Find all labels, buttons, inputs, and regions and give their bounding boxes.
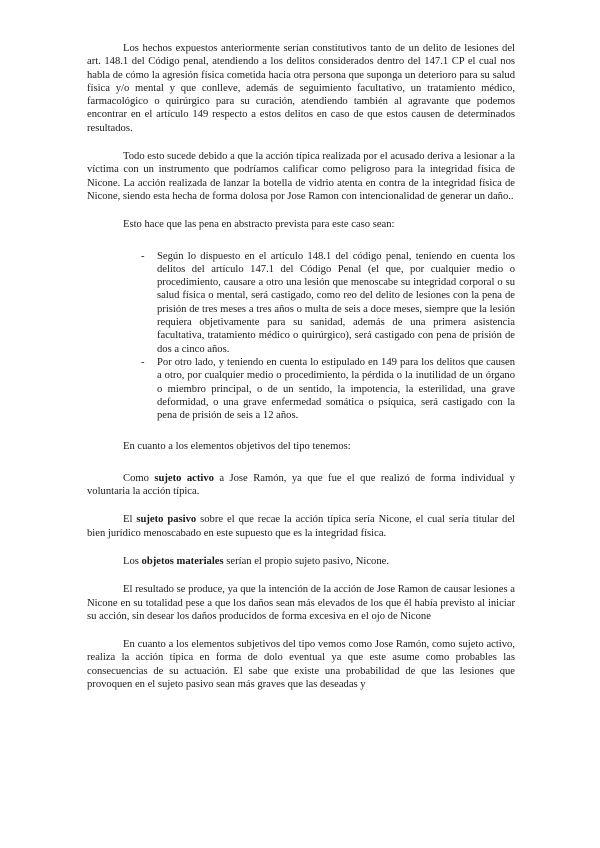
paragraph-pena-abstracto: Esto hace que las pena en abstracto prevista para este caso sean: [123, 219, 395, 231]
text-run: El [123, 514, 137, 526]
list-item-text: Por otro lado, y teniendo en cuenta lo estipulado en 149 para los delitos que causen a otro, por cualquier medio o procedimiento, la pérdida o la inutilidad de un órgano o miembro principal, o de un sentido, la impotencia, la esterilidad, una grave deformidad, o una grave enfermedad somática o psíquica, será castigado con la pena de prisión de seis a 12 años. [157, 356, 515, 422]
list-item-text: Según lo dispuesto en el artículo 148.1 del código penal, teniendo en cuenta los delitos del artículo 147.1 del Código Penal (el que, por cualquier medio o procedimiento, causare a otro una lesión que menoscabe su integridad corporal o su salud física o mental, será castigado, como reo del delito de lesiones con la pena de prisión de tres meses a tres años o multa de seis a doce meses, siempre que la lesión requiera objetivamente para su sanidad, además de una primera asistencia facultativa, tratamiento médico o quirúrgico), será castigado con pena de prisión de dos a cinco años. [157, 250, 515, 355]
list-dash-marker: - [141, 356, 145, 368]
bold-term-objetos-materiales: objetos materiales [141, 555, 224, 567]
paragraph-elementos-objetivos: En cuanto a los elementos objetivos del tipo tenemos: [123, 441, 351, 453]
list-dash-marker: - [141, 250, 145, 262]
text-run: Los [123, 555, 142, 567]
text-run: a Jose Ramón, ya que fue el que realizó de forma individual y voluntaria la acción típica. [87, 472, 515, 498]
penalty-list [87, 250, 515, 423]
paragraph-sujeto-activo [87, 472, 515, 499]
list-item [141, 356, 515, 422]
bold-term-sujeto-pasivo: sujeto pasivo [136, 514, 197, 526]
paragraph-elementos-subjetivos: En cuanto a los elementos subjetivos del tipo vemos como Jose Ramón, como sujeto activo, realiza la acción típica en forma de dolo eventual ya que este asume como probables las consecuencias de su actuación. El sabe que existe una probabilidad de que las lesiones que provoquen en el sujeto pasivo sean más graves que las deseadas y [87, 639, 515, 690]
paragraph-objetos-materiales [87, 555, 515, 568]
text-run: Como [123, 472, 155, 484]
text-run: serían el propio sujeto pasivo, Nicone. [223, 555, 389, 567]
document-body [87, 42, 515, 706]
paragraph-lesiones-intro: Los hechos expuestos anteriormente serían constitutivos tanto de un delito de lesiones del art. 148.1 del Código penal, atendiendo a los delitos considerados dentro del 147.1 CP el cual nos habla de cómo la agresión física cometida hacia otra persona que suponga un deterioro para su salud física y/o mental y que conlleve, además de seguimiento facultativo, un tratamiento médico, farmacológico o quirúrgico para su curación, atendiendo también al agravante que podemos encontrar en el artículo 149 respecto a estos delitos en caso de que estos causen de determinados resultados. [87, 43, 515, 134]
text-run: sobre el que recae la acción típica sería Nicone, el cual sería titular del bien jurídico menoscabado en este supuesto que es la integridad física. [87, 514, 515, 539]
paragraph-sujeto-pasivo [87, 513, 515, 540]
list-item [141, 250, 515, 356]
bold-term-sujeto-activo: sujeto activo [154, 472, 214, 484]
paragraph-accion-tipica: Todo esto sucede debido a que la acción típica realizada por el acusado deriva a lesionar a la víctima con un instrumento que podríamos calificar como peligroso para la integridad física de Nicone. La acción realizada de lanzar la botella de vidrio atenta en contra de la integridad física de Nicone, siendo esta hecha de forma dolosa por Jose Ramon con intencionalidad de generar un daño.. [87, 151, 515, 202]
paragraph-resultado: El resultado se produce, ya que la intención de la acción de Jose Ramon de causar lesiones a Nicone en su totalidad pese a que los daños sean más elevados de los que él había previsto al iniciar su acción, sin desear los daños producidos de forma excesiva en el ojo de Nicone [87, 584, 515, 622]
